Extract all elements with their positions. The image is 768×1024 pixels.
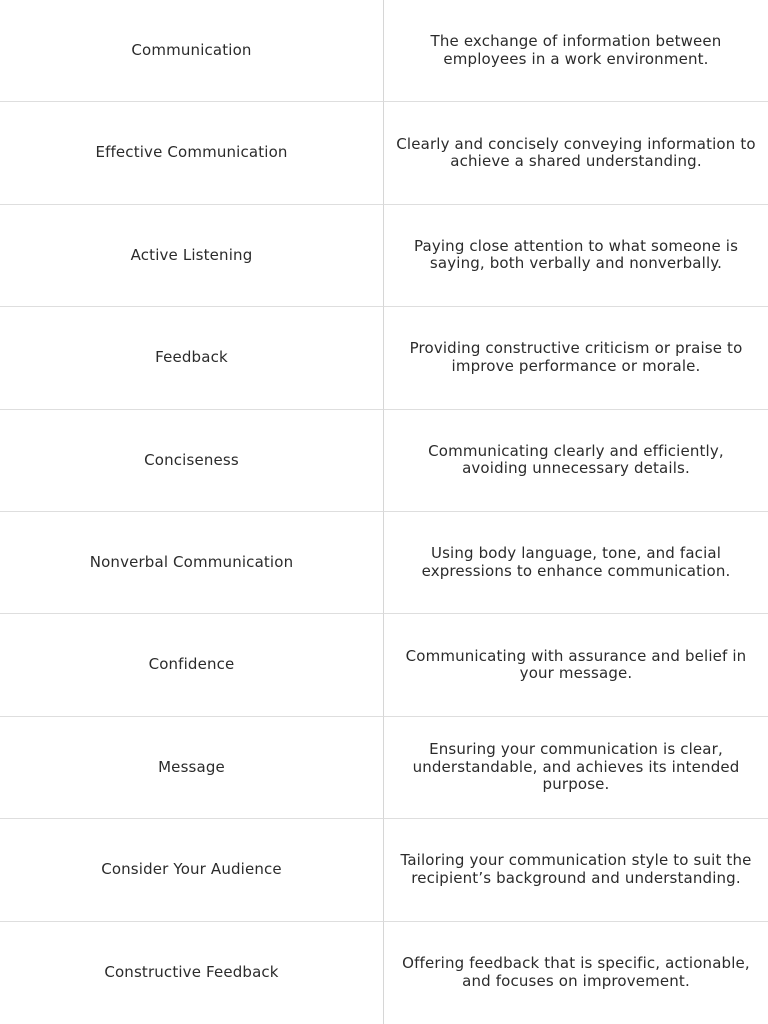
definition-cell: Using body language, tone, and facial expressions to enhance communication. bbox=[384, 512, 768, 614]
definition-cell: Ensuring your communication is clear, understandable, and achieves its intended purpose. bbox=[384, 717, 768, 819]
definition-cell: The exchange of information between employees in a work environment. bbox=[384, 0, 768, 102]
definition-cell: Tailoring your communication style to suit the recipient’s background and understanding. bbox=[384, 819, 768, 921]
definition-cell: Paying close attention to what someone is saying, both verbally and nonverbally. bbox=[384, 205, 768, 307]
term-cell: Confidence bbox=[0, 614, 384, 716]
definition-cell: Providing constructive criticism or praise to improve performance or morale. bbox=[384, 307, 768, 409]
term-cell: Feedback bbox=[0, 307, 384, 409]
term-cell: Message bbox=[0, 717, 384, 819]
term-cell: Communication bbox=[0, 0, 384, 102]
term-cell: Effective Communication bbox=[0, 102, 384, 204]
term-cell: Conciseness bbox=[0, 410, 384, 512]
term-cell: Active Listening bbox=[0, 205, 384, 307]
definition-cell: Clearly and concisely conveying information to achieve a shared understanding. bbox=[384, 102, 768, 204]
term-cell: Constructive Feedback bbox=[0, 922, 384, 1024]
definition-cell: Offering feedback that is specific, actionable, and focuses on improvement. bbox=[402, 954, 750, 990]
term-cell: Nonverbal Communication bbox=[0, 512, 384, 614]
definition-cell: Communicating clearly and efficiently, avoiding unnecessary details. bbox=[384, 410, 768, 512]
definition-cell: Communicating with assurance and belief in your message. bbox=[384, 614, 768, 716]
term-cell: Consider Your Audience bbox=[0, 819, 384, 921]
